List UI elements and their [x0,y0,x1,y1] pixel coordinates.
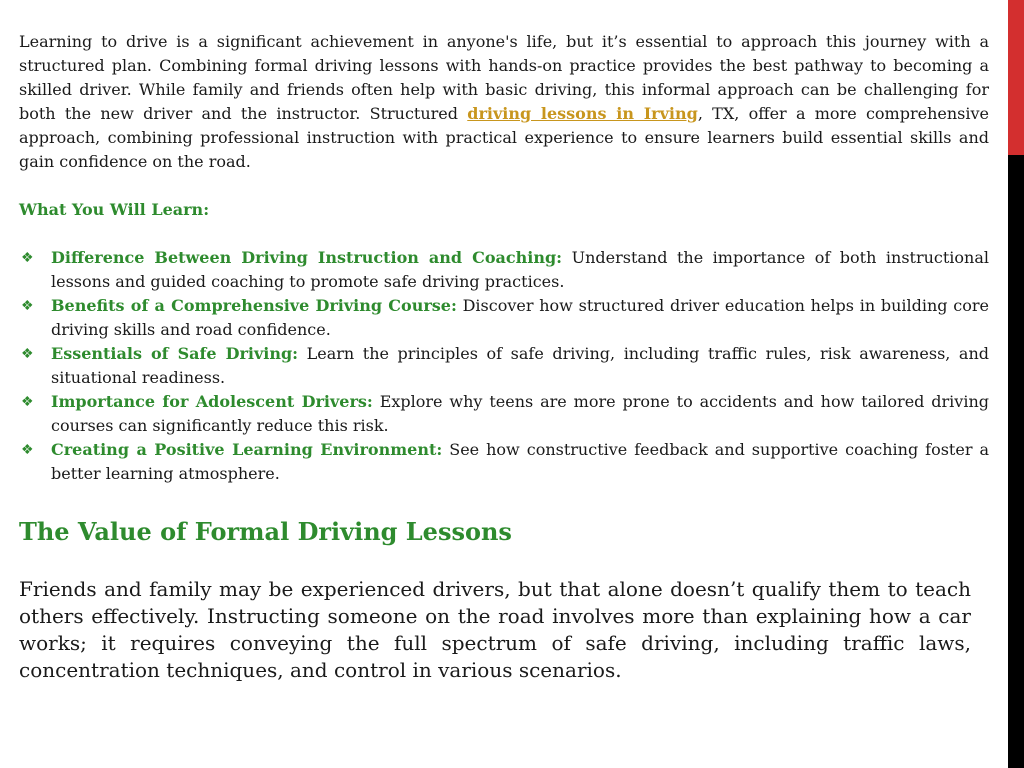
intro-paragraph [19,30,989,174]
list-item [19,438,989,486]
list-item [19,246,989,294]
diamond-bullet-icon: ❖ [21,346,34,362]
bullet-title: Creating a Positive Learning Environment: [51,440,443,459]
slide-content [19,30,989,684]
section-title: The Value of Formal Driving Lessons [19,517,512,546]
accent-bar-red [1008,0,1024,155]
diamond-bullet-icon: ❖ [21,442,34,458]
learn-heading: What You Will Learn: [19,200,210,219]
bullet-text: Learn the principles of safe driving, including traffic rules, risk awareness, and situational readiness. [51,344,989,387]
diamond-bullet-icon: ❖ [21,250,34,266]
bullet-text: Explore why teens are more prone to accidents and how tailored driving courses can significantly reduce this risk. [51,392,989,435]
intro-text-before-link: Learning to drive is a significant achievement in anyone's life, but it’s essential to approach this journey with a structured plan. Combining formal driving lessons with hands-on practice provides the best pathway to becoming a skilled driver. While family and friends often help with basic driving, this informal approach can be challenging for both the new driver and the instructor. Structured [19,32,989,123]
bullet-title: Essentials of Safe Driving: [51,344,299,363]
learn-list [19,246,989,486]
driving-lessons-link[interactable]: driving lessons in Irving [467,104,698,123]
list-item [19,342,989,390]
bullet-title: Importance for Adolescent Drivers: [51,392,373,411]
bullet-text: Discover how structured driver education helps in building core driving skills and road confidence. [51,296,989,339]
list-item [19,390,989,438]
bullet-title: Benefits of a Comprehensive Driving Course: [51,296,457,315]
section-body: Friends and family may be experienced drivers, but that alone doesn’t qualify them to teach others effectively. Instructing someone on the road involves more than explaining how a car works; it requires conveying the full spectrum of safe driving, including traffic laws, concentration techniques, and control in various scenarios. [19,577,971,682]
bullet-text: Understand the importance of both instructional lessons and guided coaching to promote safe driving practices. [51,248,990,291]
bullet-text: See how constructive feedback and supportive coaching foster a better learning atmosphere. [51,440,990,483]
accent-bar-black [1008,155,1024,768]
diamond-bullet-icon: ❖ [21,298,34,314]
intro-text-after-link: , TX, offer a more comprehensive approach, combining professional instruction with practical experience to ensure learners build essential skills and gain confidence on the road. [19,104,989,171]
diamond-bullet-icon: ❖ [21,394,34,410]
list-item [19,294,989,342]
bullet-title: Difference Between Driving Instruction and Coaching: [51,248,563,267]
